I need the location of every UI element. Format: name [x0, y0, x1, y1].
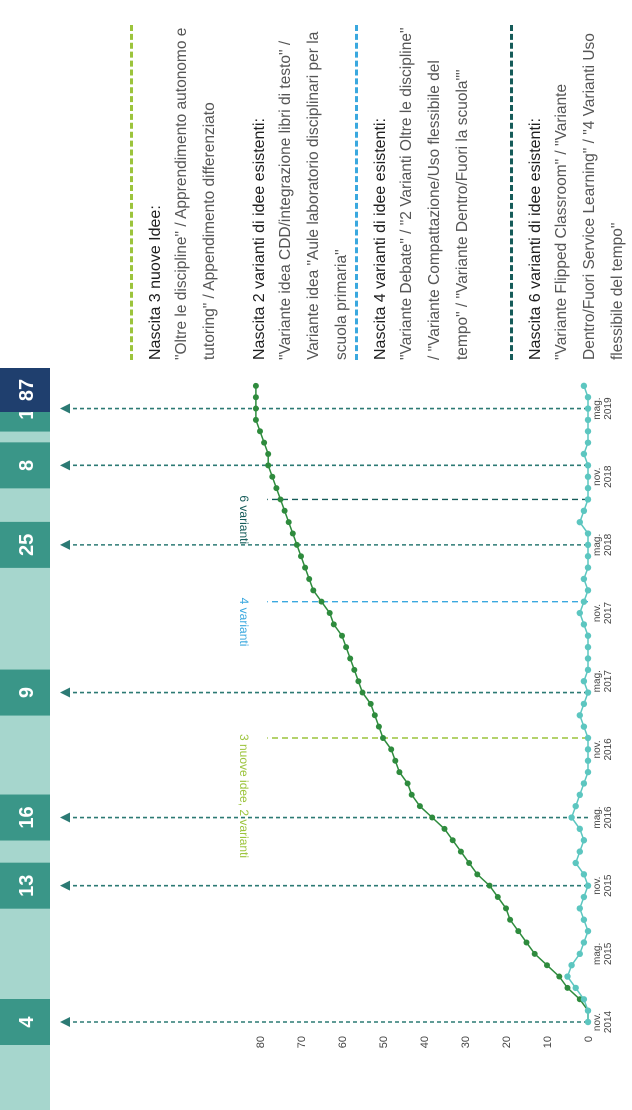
- monthly-point: [581, 723, 587, 729]
- monthly-point: [581, 576, 587, 582]
- arrow-head: [60, 881, 70, 891]
- x-tick-label: 2018: [603, 465, 614, 488]
- monthly-point: [585, 689, 591, 695]
- note-body: "Variante Flipped Classroom" / "Variante Dentro/Fuori Service Learning" / "4 Varianti Uso flessibile del tempo": [553, 33, 626, 360]
- x-tick-label: mag.: [592, 533, 603, 556]
- cumulative-point: [405, 780, 411, 786]
- monthly-point: [585, 769, 591, 775]
- note-body: "Variante idea CDD/integrazione libri di testo" / Variante idea "Aule laboratorio disciplinari per la scuola primaria": [277, 31, 350, 360]
- x-tick-label: 2015: [603, 874, 614, 897]
- monthly-point: [585, 633, 591, 639]
- note-heading: Nascita 6 varianti di idee esistenti:: [527, 118, 544, 360]
- cumulative-point: [265, 451, 271, 457]
- monthly-point: [573, 803, 579, 809]
- monthly-point: [577, 951, 583, 957]
- cumulative-point: [302, 565, 308, 571]
- cumulative-point: [306, 576, 312, 582]
- band-value-label: 4: [16, 1016, 38, 1028]
- cumulative-point: [417, 803, 423, 809]
- monthly-point: [585, 667, 591, 673]
- cumulative-point: [392, 758, 398, 764]
- monthly-point: [581, 894, 587, 900]
- cumulative-point: [327, 610, 333, 616]
- y-tick-label: 80: [255, 1036, 267, 1049]
- cumulative-point: [429, 815, 435, 821]
- cumulative-point: [396, 769, 402, 775]
- note-heading: Nascita 4 varianti di idee esistenti:: [372, 118, 389, 360]
- monthly-point: [577, 610, 583, 616]
- note-divider: [238, 25, 241, 360]
- cumulative-point: [261, 440, 267, 446]
- monthly-point: [585, 758, 591, 764]
- x-tick-label: 2016: [603, 738, 614, 761]
- cumulative-point: [450, 837, 456, 843]
- monthly-point: [585, 655, 591, 661]
- note-6-variants: [510, 25, 632, 360]
- cumulative-point: [376, 724, 382, 730]
- cumulative-point: [372, 712, 378, 718]
- y-tick-label: 20: [501, 1036, 513, 1049]
- band-value-label: 8: [16, 459, 38, 471]
- cumulative-point: [319, 599, 325, 605]
- cumulative-point: [253, 406, 259, 412]
- monthly-point: [577, 712, 583, 718]
- cumulative-point: [565, 985, 571, 991]
- monthly-point: [585, 485, 591, 491]
- y-tick-label: 30: [460, 1036, 472, 1049]
- monthly-point: [585, 928, 591, 934]
- cumulative-point: [347, 655, 353, 661]
- band-value-label: 13: [16, 874, 38, 897]
- monthly-point: [585, 746, 591, 752]
- note-4-variants: [355, 25, 477, 360]
- x-tick-label: nov.: [592, 876, 603, 895]
- x-tick-label: mag.: [592, 670, 603, 693]
- x-tick-label: nov.: [592, 1012, 603, 1032]
- cumulative-point: [253, 383, 259, 389]
- x-tick-label: 2016: [603, 806, 614, 829]
- monthly-point: [585, 417, 591, 423]
- monthly-point: [568, 962, 574, 968]
- monthly-point: [581, 621, 587, 627]
- cumulative-point: [253, 394, 259, 400]
- monthly-point: [585, 405, 591, 411]
- note-divider: [355, 25, 358, 360]
- monthly-point: [585, 439, 591, 445]
- cumulative-point: [351, 667, 357, 673]
- arrow-head: [60, 460, 70, 470]
- cumulative-point: [273, 485, 279, 491]
- x-tick-label: mag.: [592, 942, 603, 965]
- monthly-point: [585, 394, 591, 400]
- x-tick-label: mag.: [592, 397, 603, 420]
- cumulative-point: [524, 939, 530, 945]
- cumulative-point: [310, 587, 316, 593]
- monthly-point: [568, 814, 574, 820]
- x-tick-label: 2014: [603, 1010, 614, 1034]
- monthly-point: [581, 383, 587, 389]
- cumulative-point: [507, 917, 513, 923]
- cumulative-line: [256, 386, 588, 1022]
- x-tick-label: nov.: [592, 467, 603, 486]
- monthly-point: [577, 519, 583, 525]
- monthly-point: [581, 508, 587, 514]
- cumulative-point: [380, 735, 386, 741]
- monthly-point: [585, 496, 591, 502]
- cumulative-point: [544, 962, 550, 968]
- monthly-point: [573, 860, 579, 866]
- x-tick-label: 2018: [603, 533, 614, 557]
- monthly-point: [585, 644, 591, 650]
- note-heading: Nascita 2 varianti di idee esistenti:: [251, 118, 268, 360]
- x-tick-label: 2017: [603, 670, 614, 693]
- cumulative-point: [556, 974, 562, 980]
- cumulative-point: [409, 792, 415, 798]
- note-heading: Nascita 3 nuove Idee:: [147, 205, 164, 360]
- monthly-point: [581, 917, 587, 923]
- note-divider: [510, 25, 513, 360]
- cumulative-point: [257, 428, 263, 434]
- cumulative-point: [278, 496, 284, 502]
- y-tick-label: 50: [378, 1036, 390, 1049]
- cumulative-point: [282, 508, 288, 514]
- cumulative-point: [294, 542, 300, 548]
- cumulative-point: [339, 633, 345, 639]
- x-tick-label: 2019: [603, 397, 614, 420]
- cumulative-point: [331, 621, 337, 627]
- cumulative-point: [290, 531, 296, 537]
- cumulative-point: [343, 644, 349, 650]
- annotation-label: 3 nuove idee, 2 varianti: [237, 734, 251, 859]
- x-tick-label: nov.: [592, 603, 603, 623]
- monthly-point: [585, 462, 591, 468]
- monthly-point: [581, 871, 587, 877]
- arrow-head: [60, 404, 70, 414]
- y-tick-label: 70: [296, 1036, 308, 1049]
- cumulative-point: [286, 519, 292, 525]
- monthly-point: [581, 996, 587, 1002]
- monthly-point: [577, 792, 583, 798]
- arrow-head: [60, 688, 70, 698]
- note-body: "Variante Debate" / "2 Varianti Oltre le discipline" / "Variante Compattazione/Uso flessibile del tempo" / "Variante Dentro/Fuori la scuola"": [398, 27, 471, 360]
- cumulative-point: [487, 883, 493, 889]
- arrow-head: [60, 813, 70, 823]
- x-tick-label: nov.: [592, 740, 603, 759]
- monthly-point: [581, 678, 587, 684]
- cumulative-point: [466, 860, 472, 866]
- y-tick-label: 40: [419, 1036, 431, 1049]
- y-tick-label: 10: [542, 1036, 554, 1049]
- monthly-point: [577, 848, 583, 854]
- cumulative-point: [503, 905, 509, 911]
- monthly-point: [573, 985, 579, 991]
- monthly-point: [585, 474, 591, 480]
- monthly-point: [585, 428, 591, 434]
- note-2-variants: [238, 25, 356, 360]
- note-new-ideas: [130, 25, 224, 360]
- cumulative-point: [458, 849, 464, 855]
- monthly-point: [564, 973, 570, 979]
- cumulative-point: [253, 417, 259, 423]
- cumulative-point: [388, 746, 394, 752]
- cumulative-point: [298, 553, 304, 559]
- monthly-point: [585, 564, 591, 570]
- y-tick-label: 60: [337, 1036, 349, 1049]
- band-value-label: 9: [16, 686, 38, 699]
- monthly-point: [581, 701, 587, 707]
- monthly-point: [581, 451, 587, 457]
- monthly-point: [577, 826, 583, 832]
- note-body: "Oltre le discipline" / Apprendimento autonomo e tutoring" / Appendimento differenziato: [173, 27, 218, 360]
- note-divider: [130, 25, 133, 360]
- monthly-point: [585, 1007, 591, 1013]
- monthly-point: [581, 939, 587, 945]
- monthly-point: [581, 598, 587, 604]
- monthly-point: [581, 837, 587, 843]
- monthly-point: [585, 1019, 591, 1025]
- monthly-point: [585, 735, 591, 741]
- cumulative-point: [495, 894, 501, 900]
- band-total-label: 87: [16, 378, 38, 402]
- arrow-head: [60, 1017, 70, 1027]
- annotation-label: 4 varianti: [237, 597, 251, 647]
- cumulative-point: [360, 690, 366, 696]
- x-tick-label: 2015: [603, 942, 614, 965]
- cumulative-point: [532, 951, 538, 957]
- cumulative-point: [269, 474, 275, 480]
- monthly-point: [585, 882, 591, 888]
- cumulative-point: [442, 826, 448, 832]
- monthly-point: [585, 542, 591, 548]
- x-tick-label: mag.: [592, 806, 603, 829]
- x-tick-label: 2017: [603, 601, 614, 625]
- y-tick-label: 0: [583, 1036, 595, 1043]
- monthly-point: [585, 553, 591, 559]
- monthly-point: [585, 530, 591, 536]
- cumulative-point: [368, 701, 374, 707]
- cumulative-point: [355, 678, 361, 684]
- cumulative-point: [265, 462, 271, 468]
- band-value-label: 25: [16, 533, 38, 557]
- cumulative-point: [474, 871, 480, 877]
- band-value-label: 16: [16, 806, 38, 829]
- monthly-point: [577, 905, 583, 911]
- arrow-head: [60, 540, 70, 550]
- cumulative-point: [515, 928, 521, 934]
- annotation-label: 6 varianti: [237, 495, 251, 545]
- monthly-point: [585, 587, 591, 593]
- monthly-point: [581, 780, 587, 786]
